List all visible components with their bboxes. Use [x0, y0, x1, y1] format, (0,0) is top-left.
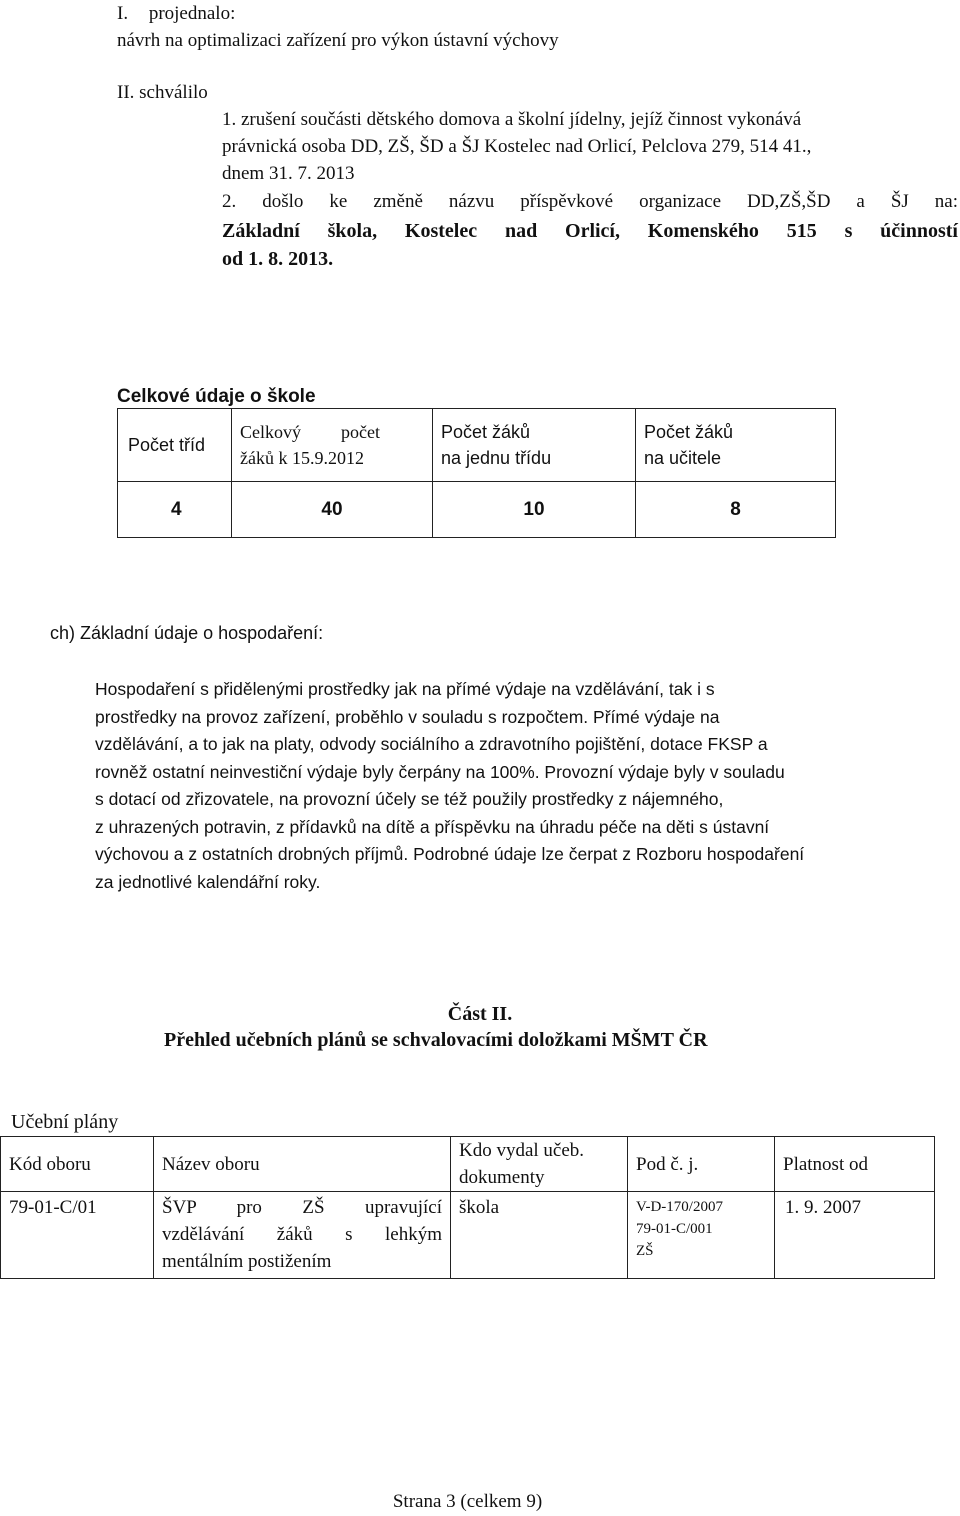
plans-header-ref: Pod č. j.	[628, 1137, 775, 1192]
economy-line: prostředky na provoz zařízení, proběhlo v souladu s rozpočtem. Přímé výdaje na	[95, 706, 720, 727]
plans-row-name	[154, 1192, 451, 1279]
plans-row-ref-line-2: 79-01-C/001	[636, 1221, 713, 1237]
economy-line: rovněž ostatní neinvestiční výdaje byly čerpány na 100%. Provozní výdaje byly v souladu	[95, 761, 785, 782]
header-total-pupils-line-1: Celkový počet	[240, 422, 380, 442]
section-1-item: návrh na optimalizaci zařízení pro výkon ústavní výchovy	[117, 30, 559, 51]
plans-row-name-line-1: ŠVP pro ZŠ upravující	[162, 1197, 442, 1218]
plans-header-name: Název oboru	[154, 1137, 451, 1192]
plans-header-row	[1, 1137, 935, 1192]
economy-line: za jednotlivé kalendářní roky.	[95, 871, 321, 892]
plans-row-name-line-3: mentálním postižením	[162, 1251, 332, 1272]
plans-label: Učební plány	[11, 1111, 119, 1133]
part-2-title: Část II.	[447, 1003, 513, 1025]
section-2-item-2-line-2: Základní škola, Kostelec nad Orlicí, Komenského 515 s účinností	[222, 220, 958, 242]
plans-row-valid: 1. 9. 2007	[775, 1192, 935, 1279]
plans-row-code: 79-01-C/01	[1, 1192, 154, 1279]
section-1-label: projednalo:	[148, 3, 236, 24]
section-2-item-2-line-3: od 1. 8. 2013.	[222, 248, 334, 270]
header-class-count	[118, 409, 232, 482]
plans-header-valid: Platnost od	[775, 1137, 935, 1192]
plans-header-issuer	[451, 1137, 628, 1192]
plans-row-name-line-2: vzdělávání žáků s lehkým	[162, 1224, 442, 1245]
economy-line: z uhrazených potravin, z přídavků na dítě a příspěvku na úhradu péče na děti s ústavní	[95, 816, 770, 837]
part-2-subtitle: Přehled učebních plánů se schvalovacími doložkami MŠMT ČR	[164, 1029, 708, 1051]
page-footer: Strana 3 (celkem 9)	[392, 1491, 543, 1512]
plans-row-ref	[628, 1192, 775, 1279]
header-pupils-per-class-line-2: na jednu třídu	[441, 448, 552, 468]
economy-paragraph	[95, 676, 804, 896]
plans-row	[1, 1192, 935, 1279]
value-pupils-per-class: 10	[433, 482, 636, 538]
section-1-heading	[117, 0, 235, 27]
school-stats-title: Celkové údaje o škole	[117, 386, 316, 407]
plans-header-code: Kód oboru	[1, 1137, 154, 1192]
section-1-number: I.	[117, 3, 129, 24]
value-pupils-per-teacher: 8	[636, 482, 836, 538]
school-stats-value-row	[118, 482, 836, 538]
plans-row-ref-line-1: V-D-170/2007	[636, 1199, 723, 1215]
header-pupils-per-class	[433, 409, 636, 482]
section-2-heading: II. schválilo	[117, 82, 208, 103]
plans-row-ref-line-3: ZŠ	[636, 1243, 654, 1259]
header-class-count-label: Počet tříd	[128, 435, 206, 455]
economy-line: s dotací od zřizovatele, na provozní účely se též použily prostředky z nájemného,	[95, 789, 724, 809]
plans-table	[0, 1136, 935, 1279]
economy-line: výchovou a z ostatních drobných příjmů. Podrobné údaje lze čerpat z Rozboru hospodaření	[95, 844, 805, 864]
section-2-item-2-line-1: 2. došlo ke změně názvu příspěvkové organizace DD,ZŠ,ŠD a ŠJ na:	[222, 191, 958, 212]
economy-line: vzdělávání, a to jak na platy, odvody sociálního a zdravotního pojištění, dotace FKSP a	[95, 734, 768, 754]
plans-row-issuer: škola	[451, 1192, 628, 1279]
header-pupils-per-class-line-1: Počet žáků	[441, 422, 531, 442]
section-2-item-1-line-1: 1. zrušení součásti dětského domova a školní jídelny, jejíž činnost vykonává	[222, 109, 802, 130]
value-total-pupils: 40	[232, 482, 433, 538]
section-2-item-1-line-2: právnická osoba DD, ZŠ, ŠD a ŠJ Kostelec nad Orlicí, Pelclova 279, 514 41.,	[222, 136, 812, 157]
header-total-pupils	[232, 409, 433, 482]
school-stats-table	[117, 408, 836, 538]
header-pupils-per-teacher-line-1: Počet žáků	[644, 422, 734, 442]
economy-line: Hospodaření s přidělenými prostředky jak na přímé výdaje na vzdělávání, tak i s	[95, 679, 715, 699]
header-pupils-per-teacher-line-2: na učitele	[644, 448, 722, 468]
header-total-pupils-line-2: žáků k 15.9.2012	[240, 448, 364, 468]
value-class-count: 4	[118, 482, 232, 538]
plans-header-issuer-line-2: dokumenty	[459, 1167, 545, 1188]
header-pupils-per-teacher	[636, 409, 836, 482]
plans-header-issuer-line-1: Kdo vydal učeb.	[459, 1140, 585, 1161]
economy-heading: ch) Základní údaje o hospodaření:	[50, 623, 324, 643]
section-2-item-1-line-3: dnem 31. 7. 2013	[222, 163, 355, 184]
school-stats-header-row	[118, 409, 836, 482]
